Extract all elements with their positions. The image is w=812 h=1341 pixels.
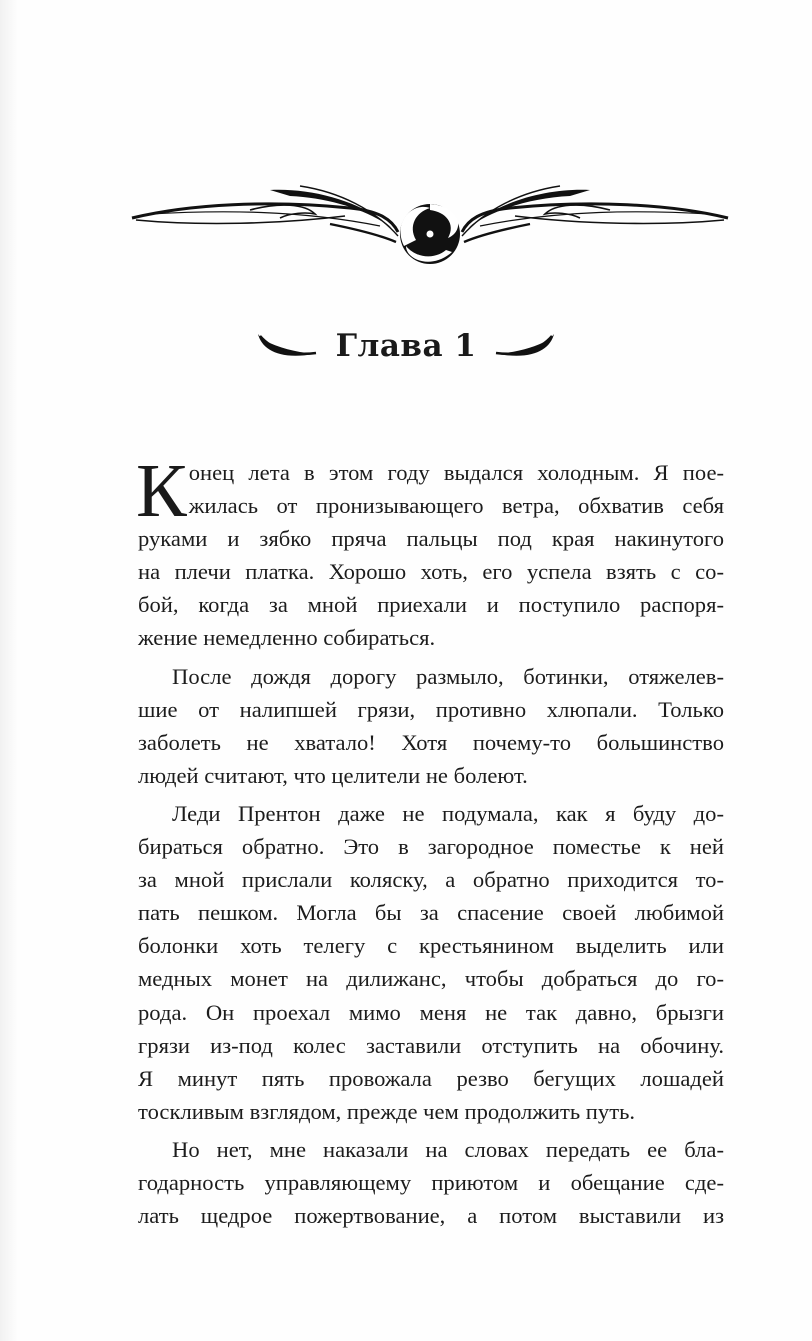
feather-left-icon [256, 328, 318, 364]
chapter-title: Глава 1 [335, 328, 477, 364]
swirl-ornament-icon [130, 180, 730, 272]
text-line: за мной прислали коляску, а обратно приходится то- [138, 867, 724, 893]
text-line: руками и зябко пряча пальцы под края накинутого [138, 526, 724, 552]
text-line: пать пешком. Могла бы за спасение своей любимой [138, 900, 724, 926]
text-line: годарность управляющему приютом и обещание сде- [138, 1169, 724, 1195]
text-line: шие от налипшей грязи, противно хлюпали. Только [138, 696, 724, 722]
text-line: жилась от пронизывающего ветра, обхватив себя [188, 493, 724, 519]
paragraph-4 [138, 1133, 724, 1232]
text-line: Но нет, мне наказали на словах передать ее бла- [172, 1136, 724, 1162]
text-line: заболеть не хватало! Хотя почему-то большинство [138, 729, 724, 755]
text-line: людей считают, что целители не болеют. [138, 762, 528, 788]
text-line: После дождя дорогу размыло, ботинки, отяжелев- [172, 663, 724, 689]
text-line: жение немедленно собираться. [138, 625, 436, 651]
text-line: болонки хоть телегу с крестьянином выделить или [138, 933, 724, 959]
text-line: бой, когда за мной приехали и поступило распоря- [138, 592, 724, 618]
text-line: онец лета в этом году выдался холодным. Я пое- [188, 460, 724, 485]
text-line: рода. Он проехал мимо меня не так давно, брызги [138, 999, 724, 1025]
text-line: Леди Прентон даже не подумала, как я буду до- [172, 800, 724, 826]
paragraph-1 [136, 449, 724, 655]
text-line: Я минут пять провожала резво бегущих лошадей [138, 1065, 724, 1091]
text-line: тоскливым взглядом, прежде чем продолжить путь. [138, 1098, 636, 1124]
feather-right-icon [494, 328, 556, 364]
text-line: бираться обратно. Это в загородное поместье к ней [138, 834, 724, 860]
text-line: на плечи платка. Хорошо хоть, его успела взять с со- [138, 559, 724, 585]
text-line: грязи из-под колес заставили отступить на обочину. [138, 1032, 724, 1058]
text-line: лать щедрое пожертвование, а потом выставили из [138, 1203, 724, 1229]
drop-cap: К [136, 449, 187, 533]
paragraph-2 [138, 660, 724, 792]
chapter-heading [0, 318, 812, 374]
paragraph-3 [138, 797, 724, 1128]
page-gutter-shade [0, 0, 18, 1341]
chapter-body [136, 449, 724, 1232]
text-line: медных монет на дилижанс, чтобы добраться до го- [138, 966, 724, 992]
